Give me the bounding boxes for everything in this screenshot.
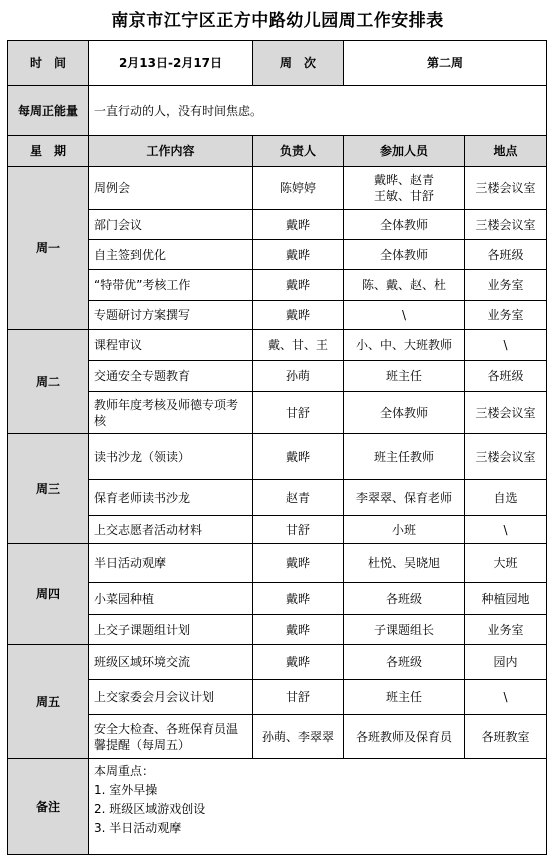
task-content: 部门会议 (89, 210, 253, 240)
col-day: 星 期 (8, 136, 89, 167)
task-participants: 班主任 (344, 680, 465, 715)
task-content: 上交志愿者活动材料 (89, 516, 253, 544)
table-row (8, 583, 547, 615)
table-row (8, 330, 547, 361)
task-content: 教师年度考核及师德专项考核 (89, 392, 253, 434)
task-participants: 小、中、大班教师 (344, 330, 465, 361)
task-owner: 赵青 (253, 480, 344, 516)
task-location: 三楼会议室 (465, 167, 547, 210)
notes-item: 1. 室外早操 (94, 783, 158, 797)
table-row (8, 680, 547, 715)
task-owner: 戴晔 (253, 240, 344, 270)
table-row (8, 715, 547, 759)
day-cell-fri: 周五 (8, 645, 89, 759)
table-row (8, 480, 547, 516)
task-participants: 子课题组长 (344, 615, 465, 645)
task-owner: 戴晔 (253, 615, 344, 645)
task-owner: 甘舒 (253, 516, 344, 544)
task-location: \ (465, 516, 547, 544)
task-content: 小菜园种植 (89, 583, 253, 615)
table-row (8, 392, 547, 434)
table-row (8, 210, 547, 240)
col-owner: 负责人 (253, 136, 344, 167)
task-owner: 甘舒 (253, 680, 344, 715)
task-content: 自主签到优化 (89, 240, 253, 270)
task-owner: 戴、甘、王 (253, 330, 344, 361)
task-content: 周例会 (89, 167, 253, 210)
task-content: 上交子课题组计划 (89, 615, 253, 645)
task-content: 安全大检查、各班保育员温馨提醒（每周五） (89, 715, 253, 759)
notes-content (89, 759, 547, 855)
task-content: 半日活动观摩 (89, 544, 253, 583)
table-row (8, 270, 547, 301)
task-location: \ (465, 680, 547, 715)
task-content: 上交家委会月会议计划 (89, 680, 253, 715)
task-location: 种植园地 (465, 583, 547, 615)
task-owner: 孙萌 (253, 361, 344, 392)
task-location: 大班 (465, 544, 547, 583)
header-row (8, 41, 547, 86)
notes-label: 备注 (8, 759, 89, 855)
task-location: 各班级 (465, 240, 547, 270)
task-participants: 全体教师 (344, 240, 465, 270)
task-participants: \ (344, 301, 465, 330)
task-owner: 甘舒 (253, 392, 344, 434)
page-title: 南京市江宁区正方中路幼儿园周工作安排表 (111, 11, 444, 31)
day-cell-tue: 周二 (8, 330, 89, 434)
task-content: 读书沙龙（领读） (89, 434, 253, 480)
task-participants: 全体教师 (344, 392, 465, 434)
task-owner: 陈婷婷 (253, 167, 344, 210)
energy-label: 每周正能量 (8, 86, 89, 136)
task-location: 业务室 (465, 615, 547, 645)
col-location: 地点 (465, 136, 547, 167)
task-owner: 戴晔 (253, 434, 344, 480)
col-participants: 参加人员 (344, 136, 465, 167)
notes-row (8, 759, 547, 855)
task-location: 各班教室 (465, 715, 547, 759)
task-location: 业务室 (465, 301, 547, 330)
energy-text: 一直行动的人，没有时间焦虑。 (89, 86, 547, 136)
task-location: 自选 (465, 480, 547, 516)
week-value: 第二周 (344, 41, 547, 86)
task-owner: 戴晔 (253, 301, 344, 330)
notes-item: 3. 半日活动观摩 (94, 821, 182, 835)
schedule-table (7, 40, 547, 855)
notes-heading: 本周重点： (94, 764, 155, 778)
task-content: 交通安全专题教育 (89, 361, 253, 392)
task-participants: 各班教师及保育员 (344, 715, 465, 759)
participants-line-2: 王敏、甘舒 (373, 189, 434, 203)
energy-row (8, 86, 547, 136)
table-row (8, 240, 547, 270)
participants-line-1: 戴晔、赵青 (373, 173, 434, 187)
table-row (8, 301, 547, 330)
task-owner: 戴晔 (253, 583, 344, 615)
task-location: 三楼会议室 (465, 392, 547, 434)
task-participants: 全体教师 (344, 210, 465, 240)
table-row (8, 434, 547, 480)
date-range: 2月13日-2月17日 (89, 41, 253, 86)
task-location: \ (465, 330, 547, 361)
task-owner: 戴晔 (253, 210, 344, 240)
day-cell-wed: 周三 (8, 434, 89, 544)
table-row (8, 516, 547, 544)
time-label: 时 间 (8, 41, 89, 86)
task-content: 保育老师读书沙龙 (89, 480, 253, 516)
table-row (8, 615, 547, 645)
table-row (8, 167, 547, 210)
task-owner: 戴晔 (253, 544, 344, 583)
task-location: 园内 (465, 645, 547, 680)
task-participants: 李翠翠、保育老师 (344, 480, 465, 516)
task-content: 课程审议 (89, 330, 253, 361)
task-participants: 班主任 (344, 361, 465, 392)
task-owner: 孙萌、李翠翠 (253, 715, 344, 759)
task-location: 业务室 (465, 270, 547, 301)
table-row (8, 544, 547, 583)
task-owner: 戴晔 (253, 645, 344, 680)
table-row (8, 645, 547, 680)
task-location: 各班级 (465, 361, 547, 392)
week-label: 周 次 (253, 41, 344, 86)
task-participants: 陈、戴、赵、杜 (344, 270, 465, 301)
task-participants: 各班级 (344, 583, 465, 615)
day-cell-thu: 周四 (8, 544, 89, 645)
notes-item: 2. 班级区域游戏创设 (94, 802, 206, 816)
task-content: 班级区域环境交流 (89, 645, 253, 680)
task-location: 三楼会议室 (465, 434, 547, 480)
task-content: “特带优”考核工作 (89, 270, 253, 301)
day-cell-mon: 周一 (8, 167, 89, 330)
task-location: 三楼会议室 (465, 210, 547, 240)
task-participants: 班主任教师 (344, 434, 465, 480)
task-participants: 小班 (344, 516, 465, 544)
task-participants (344, 167, 465, 210)
task-participants: 杜悦、吴晓旭 (344, 544, 465, 583)
column-header-row (8, 136, 547, 167)
task-owner: 戴晔 (253, 270, 344, 301)
table-row (8, 361, 547, 392)
task-participants: 各班级 (344, 645, 465, 680)
col-content: 工作内容 (89, 136, 253, 167)
task-content: 专题研讨方案撰写 (89, 301, 253, 330)
